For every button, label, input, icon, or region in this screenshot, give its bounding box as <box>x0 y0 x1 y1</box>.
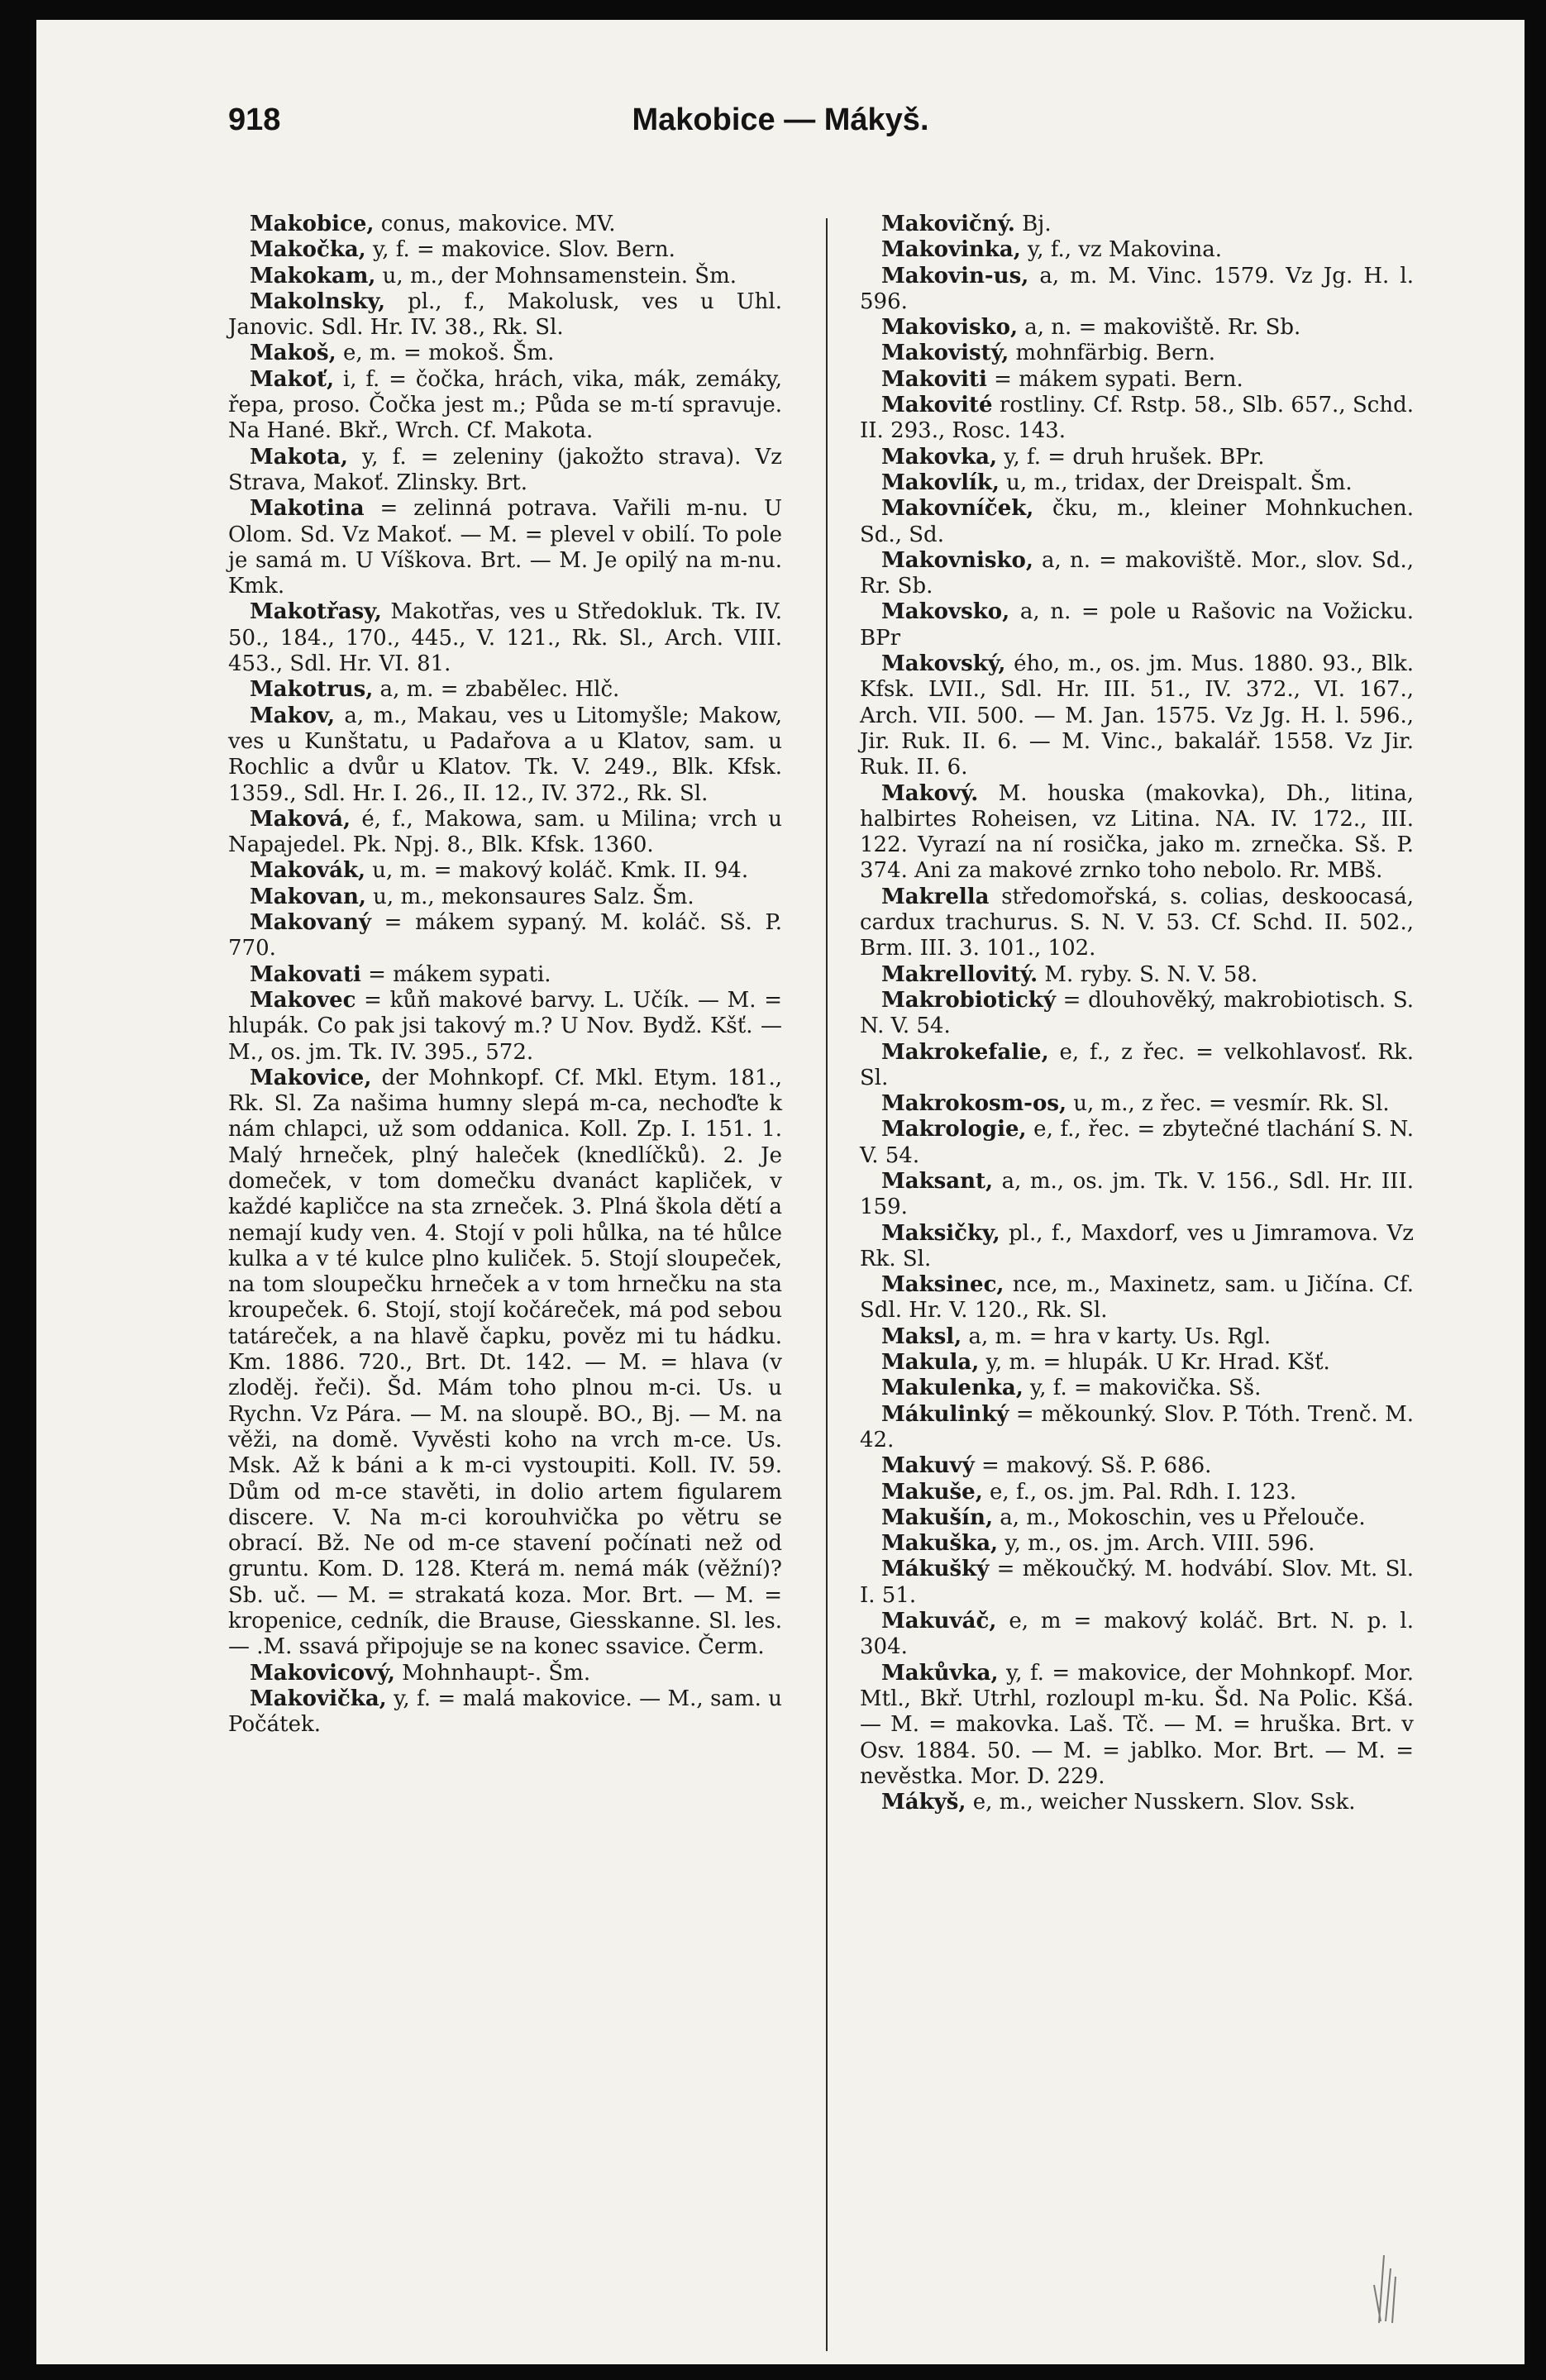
entry-headword: Makuška, <box>881 1531 999 1557</box>
dictionary-entry <box>228 807 782 859</box>
entry-definition: é, f., Makowa, sam. u Milina; vrch u Napajedel. Pk. Npj. 8., Blk. Kfsk. 1360. <box>228 806 782 858</box>
entry-definition: y, f. = makovice. Slov. Bern. <box>365 237 675 263</box>
dictionary-entry <box>860 781 1414 885</box>
entry-definition: u, m., mekonsaures Salz. Šm. <box>365 884 694 909</box>
entry-definition: = kůň makové barvy. L. Učík. — M. = hlupák. Co pak jsi takový m.? U Nov. Bydž. Kšť. — M., os. jm. Tk. IV. 395., 572. <box>228 987 782 1065</box>
entry-headword: Makušín, <box>881 1505 994 1530</box>
dictionary-entry <box>860 1453 1414 1479</box>
entry-definition: y, m. = hlupák. U Kr. Hrad. Kšť. <box>979 1350 1330 1376</box>
dictionary-entry <box>860 470 1414 496</box>
entry-definition: y, f. = zeleniny (jakožto strava). Vz Strava, Makoť. Zlinsky. Brt. <box>228 444 782 495</box>
dictionary-entry <box>228 885 782 910</box>
entry-definition: nce, m., Maxinetz, sam. u Jičína. Cf. Sdl. Hr. V. 120., Rk. Sl. <box>860 1272 1414 1324</box>
entry-headword: Makočka, <box>250 237 366 263</box>
page-header <box>36 103 1525 152</box>
entry-definition: e, f., os. jm. Pal. Rdh. I. 123. <box>982 1479 1297 1505</box>
dictionary-entry <box>228 962 782 988</box>
entry-headword: Makovka, <box>881 444 998 470</box>
entry-headword: Makovan, <box>250 884 366 909</box>
column-divider <box>826 218 828 2351</box>
entry-definition: ého, m., os. jm. Mus. 1880. 93., Blk. Kfsk. LVII., Sdl. Hr. III. 51., IV. 372., VI. 167., Arch. VII. 500. — M. Jan. 1575. Vz Jg. H. l. 596., Jir. Ruk. II. 6. — M. Vinc., bakalář. 1558. Vz Jir. Ruk. II. 6. <box>860 651 1414 780</box>
entry-definition: a, m. = hra v karty. Us. Rgl. <box>961 1324 1272 1349</box>
entry-definition: pl., f., Makolusk, ves u Uhl. Janovic. Sdl. Hr. IV. 38., Rk. Sl. <box>228 289 782 341</box>
entry-headword: Maksant, <box>881 1168 994 1194</box>
entry-definition: = dlouhověký, makrobiotisch. S. N. V. 54. <box>860 987 1414 1039</box>
entry-headword: Makovicový, <box>250 1660 395 1686</box>
entry-headword: Maksl, <box>881 1324 962 1349</box>
dictionary-entry <box>860 1324 1414 1350</box>
entry-definition: a, m., os. jm. Tk. V. 156., Sdl. Hr. III. 159. <box>860 1168 1414 1220</box>
entry-headword: Makotrus, <box>250 677 374 703</box>
entry-definition: a, n. = pole u Rašovic na Vožicku. BPr <box>860 599 1414 651</box>
entry-headword: Makovinka, <box>881 237 1021 263</box>
dictionary-entry <box>860 1272 1414 1324</box>
dictionary-entry <box>228 599 782 677</box>
entry-definition: e, m., weicher Nusskern. Slov. Ssk. <box>966 1790 1356 1815</box>
entry-definition: = mákem sypati. <box>360 961 551 987</box>
dictionary-entry <box>228 704 782 807</box>
entry-definition: = mákem sypaný. M. koláč. Sš. P. 770. <box>228 910 782 961</box>
dictionary-entry <box>860 237 1414 263</box>
dictionary-entry <box>860 1661 1414 1790</box>
dictionary-entry <box>860 962 1414 988</box>
entry-headword: Makrokosm-os, <box>881 1091 1067 1117</box>
entry-headword: Makovati <box>250 961 361 987</box>
dictionary-entry <box>860 1376 1414 1401</box>
entry-definition: pl., f., Maxdorf, ves u Jimramova. Vz Rk. Sl. <box>860 1220 1414 1271</box>
entry-definition: a, m., Makau, ves u Litomyšle; Makow, ves u Kunštatu, u Padařova a u Klatov, sam. u Rochlic a dvůr u Klatov. Tk. V. 249., Blk. Kfsk. 1359., Sdl. Hr. I. 26., II. 12., IV. 372., Rk. Sl. <box>228 703 782 806</box>
entry-definition: e, m = makový koláč. Brt. N. p. l. 304. <box>860 1609 1414 1660</box>
entry-headword: Makovsko, <box>881 599 1010 625</box>
dictionary-entry <box>860 1169 1414 1221</box>
entry-headword: Makovisko, <box>881 315 1019 341</box>
entry-definition: der Mohnkopf. Cf. Mkl. Etym. 181., Rk. Sl. Za našima humny slepá m-ca, nechoďte k nám chlapci, už som oddanica. Koll. Zp. I. 151. 1. Malý hrneček, plný haleček (knedlíčků). 2. Je domeček, v tom domečku dvanáct kapliček, v každé kapličce na sta zrneček. 3. Plná škola dětí a nemají kudy ven. 4. Stojí v poli hůlka, na té hůlce kulka a v té kulce plno kuliček. 5. Stojí sloupeček, na tom sloupečku hrneček a v tom hrnečku na sta kroupeček. 6. Stojí, stojí kočáreček, má pod sebou tatáreček, a na hlavě čapku, pověz mi tu hádku. Km. 1886. 720., Brt. Dt. 142. — M. = hlava (v zloděj. řeči). Šd. Mám toho plnou m-ci. Us. u Rychn. Vz Pára. — M. na sloupě. BO., Bj. — M. na věži, na domě. Vyvěsti koho na vrch m-ce. Us. Msk. Až k báni a k m-ci vystoupiti. Koll. IV. 59. Dům od m-ce stavěti, in dolio artem figularem discere. V. Na m-ci korouhvička po větru se obrací. Bž. Ne od m-ce stavení počínati než od gruntu. Kom. D. 128. Která m. nemá mák (věžní)? Sb. uč. — M. = strakatá koza. Mor. Brt. — M. = kropenice, cedník, die Brause, Giesskanne. Sl. les. — .M. ssavá připojuje se na konec ssavice. Čerm. <box>228 1065 782 1660</box>
entry-headword: Makula, <box>881 1350 980 1376</box>
dictionary-entry <box>228 1066 782 1661</box>
entry-headword: Makovité <box>881 393 993 418</box>
right-column <box>860 212 1414 1815</box>
dictionary-entry <box>860 1117 1414 1169</box>
entry-headword: Makůvka, <box>881 1660 999 1686</box>
entry-definition: y, f. = druh hrušek. BPr. <box>997 444 1265 470</box>
entry-headword: Makovičný. <box>881 212 1015 236</box>
entry-definition: a, n. = makoviště. Mor., slov. Sd., Rr. Sb. <box>860 547 1414 599</box>
entry-headword: Makokam, <box>250 263 376 289</box>
dictionary-entry <box>860 367 1414 393</box>
entry-headword: Makotina <box>250 496 365 522</box>
entry-definition: u, m., der Mohnsamenstein. Šm. <box>375 263 737 289</box>
entry-definition: y, f. = makovice, der Mohnkopf. Mor. Mtl., Bkř. Utrhl, rozloupl m-ku. Šd. Na Polic. Kšá. — M. = makovka. Laš. Tč. — M. = hruška. Brt. v Osv. 1884. 50. — M. = jablko. Mor. Brt. — M. = nevěstka. Mor. D. 229. <box>860 1660 1414 1789</box>
entry-headword: Makrokefalie, <box>881 1039 1049 1065</box>
entry-headword: Makrobiotický <box>881 987 1056 1013</box>
entry-headword: Makový. <box>881 780 979 806</box>
entry-headword: Maksičky, <box>881 1220 1000 1246</box>
entry-headword: Makrellovitý. <box>881 961 1038 987</box>
dictionary-entry <box>228 858 782 884</box>
dictionary-entry <box>860 445 1414 470</box>
entry-definition: Makotřas, ves u Středokluk. Tk. IV. 50., 184., 170., 445., V. 121., Rk. Sl., Arch. VIII. 453., Sdl. Hr. VI. 81. <box>228 599 782 677</box>
dictionary-entry <box>228 341 782 366</box>
entry-definition: e, f., řec. = zbytečné tlachání S. N. V. 54. <box>860 1117 1414 1168</box>
entry-definition: rostliny. Cf. Rstp. 58., Slb. 657., Schd. II. 293., Rosc. 143. <box>860 393 1414 444</box>
entry-definition: M. houska (makovka), Dh., litina, halbirtes Roheisen, vz Litina. NA. IV. 172., III. 122. Vyrazí na ní rosička, jako m. zrnečka. Sš. P. 374. Ani za makové zrnko toho nebolo. Rr. MBš. <box>860 780 1414 884</box>
dictionary-entry <box>860 1609 1414 1661</box>
dictionary-entry <box>860 341 1414 366</box>
entry-definition: y, m., os. jm. Arch. VIII. 596. <box>998 1531 1315 1557</box>
dictionary-entry <box>860 1350 1414 1376</box>
entry-definition: Bj. <box>1014 212 1052 236</box>
entry-definition: i, f. = čočka, hrách, vika, mák, zemáky, řepa, proso. Čočka jest m.; Půda se m-tí spravuje. Na Hané. Bkř., Wrch. Cf. Makota. <box>228 366 782 444</box>
entry-headword: Makov, <box>250 703 336 728</box>
entry-headword: Makovice, <box>250 1065 372 1090</box>
entry-definition: = makový. Sš. P. 686. <box>974 1453 1212 1479</box>
dictionary-entry <box>860 393 1414 445</box>
entry-definition: středomořská, s. colias, deskoocasá, cardux trachurus. S. N. V. 53. Cf. Schd. II. 502., Brm. III. 3. 101., 102. <box>860 884 1414 961</box>
dictionary-entry <box>860 599 1414 651</box>
entry-headword: Makolnsky, <box>250 289 386 314</box>
dictionary-entry <box>860 1557 1414 1609</box>
entry-headword: Makulenka, <box>881 1376 1024 1401</box>
entry-headword: Mákyš, <box>881 1790 966 1815</box>
dictionary-page <box>36 20 1525 2364</box>
entry-headword: Makovský, <box>881 651 1006 677</box>
left-column <box>228 212 782 1738</box>
entry-definition: mohnfärbig. Bern. <box>1009 341 1215 366</box>
entry-headword: Maková, <box>250 806 351 832</box>
entry-definition: Mohnhaupt-. Šm. <box>394 1660 591 1686</box>
dictionary-entry <box>228 264 782 289</box>
entry-headword: Makovlík, <box>881 470 1000 495</box>
dictionary-entry <box>860 1040 1414 1092</box>
entry-definition: = mákem sypati. Bern. <box>986 366 1243 392</box>
dictionary-entry <box>860 264 1414 316</box>
entry-headword: Makovníček, <box>881 496 1034 522</box>
dictionary-entry <box>228 910 782 962</box>
entry-definition: u, m., tridax, der Dreispalt. Šm. <box>999 470 1353 495</box>
entry-definition: e, f., z řec. = velkohlavosť. Rk. Sl. <box>860 1039 1414 1090</box>
pencil-mark-icon <box>1359 2252 1409 2326</box>
entry-definition: u, m., z řec. = vesmír. Rk. Sl. <box>1066 1091 1390 1117</box>
entry-headword: Makuvý <box>881 1453 975 1479</box>
dictionary-entry <box>860 1531 1414 1557</box>
entry-definition: M. ryby. S. N. V. 58. <box>1038 961 1258 987</box>
dictionary-entry <box>228 445 782 497</box>
entry-definition: conus, makovice. MV. <box>374 212 616 236</box>
entry-headword: Makoš, <box>250 341 336 366</box>
entry-definition: u, m. = makový koláč. Kmk. II. 94. <box>365 858 749 884</box>
dictionary-entry <box>228 1686 782 1738</box>
entry-definition: a, n. = makoviště. Rr. Sb. <box>1018 315 1301 341</box>
entry-definition: = měkounký. Slov. P. Tóth. Trenč. M. 42. <box>860 1401 1414 1452</box>
dictionary-entry <box>228 677 782 703</box>
entry-headword: Makuváč, <box>881 1609 997 1634</box>
dictionary-entry <box>860 988 1414 1040</box>
entry-headword: Makotřasy, <box>250 599 382 625</box>
entry-headword: Makovin-us, <box>881 263 1029 289</box>
entry-definition: a, m. M. Vinc. 1579. Vz Jg. H. l. 596. <box>860 263 1414 314</box>
entry-headword: Makoviti <box>881 366 987 392</box>
entry-headword: Mákušký <box>881 1557 990 1582</box>
dictionary-entry <box>860 1480 1414 1505</box>
dictionary-entry <box>228 212 782 237</box>
entry-headword: Makrologie, <box>881 1117 1027 1142</box>
entry-definition: = měkoučký. M. hodvábí. Slov. Mt. Sl. I. 51. <box>860 1557 1414 1608</box>
entry-headword: Makovistý, <box>881 341 1009 366</box>
dictionary-entry <box>228 237 782 263</box>
dictionary-entry <box>860 1402 1414 1454</box>
dictionary-entry <box>860 1505 1414 1531</box>
entry-headword: Makovec <box>250 987 356 1013</box>
dictionary-entry <box>228 496 782 599</box>
entry-headword: Makovička, <box>250 1686 387 1711</box>
entry-headword: Makota, <box>250 444 348 470</box>
dictionary-entry <box>860 1221 1414 1273</box>
entry-headword: Makuše, <box>881 1479 983 1505</box>
dictionary-entry <box>860 212 1414 237</box>
dictionary-entry <box>860 885 1414 962</box>
dictionary-entry <box>860 548 1414 600</box>
entry-headword: Makoť, <box>250 366 335 392</box>
entry-headword: Makrella <box>881 884 990 909</box>
dictionary-entry <box>228 367 782 445</box>
entry-definition: čku, m., kleiner Mohnkuchen. Sd., Sd. <box>860 496 1414 547</box>
entry-definition: a, m., Mokoschin, ves u Přelouče. <box>993 1505 1366 1530</box>
page-number: 918 <box>228 103 281 137</box>
entry-headword: Makovnisko, <box>881 547 1033 573</box>
entry-definition: a, m. = zbabělec. Hlč. <box>373 677 620 703</box>
entry-definition: y, f., vz Makovina. <box>1020 237 1223 263</box>
entry-definition: y, f. = makovička. Sš. <box>1023 1376 1262 1401</box>
entry-headword: Makobice, <box>250 212 375 236</box>
dictionary-entry <box>228 289 782 341</box>
entry-headword: Mákulinký <box>881 1401 1009 1427</box>
entry-headword: Maksinec, <box>881 1272 1004 1298</box>
dictionary-entry <box>860 1091 1414 1117</box>
dictionary-entry <box>228 1661 782 1686</box>
entry-headword: Makovaný <box>250 910 371 936</box>
dictionary-entry <box>860 651 1414 780</box>
entry-definition: = zelinná potrava. Vařili m-nu. U Olom. Sd. Vz Makoť. — M. = plevel v obilí. To pole je samá m. U Víškova. Brt. — M. Je opilý na m-nu. Kmk. <box>228 496 782 599</box>
entry-definition: e, m. = mokoš. Šm. <box>336 341 555 366</box>
dictionary-entry <box>860 1790 1414 1815</box>
entry-headword: Makovák, <box>250 858 366 884</box>
dictionary-entry <box>860 315 1414 341</box>
dictionary-entry <box>860 496 1414 548</box>
entry-definition: y, f. = malá makovice. — M., sam. u Počátek. <box>228 1686 782 1738</box>
dictionary-entry <box>228 988 782 1066</box>
running-head: Makobice — Mákyš. <box>632 103 929 137</box>
